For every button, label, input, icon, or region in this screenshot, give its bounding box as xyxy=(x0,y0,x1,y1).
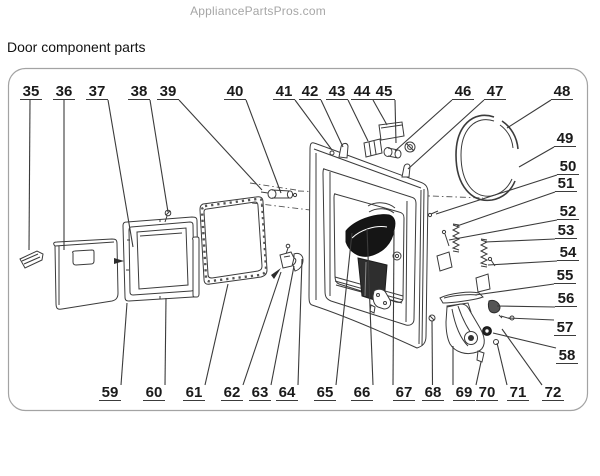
part-bracket-cluster-62-64 xyxy=(280,244,303,271)
callout-58 xyxy=(493,333,578,364)
callout-number-51: 51 xyxy=(557,175,575,192)
callout-48 xyxy=(507,83,573,128)
callout-36 xyxy=(53,83,75,250)
part-handle-35 xyxy=(20,251,43,268)
callout-35 xyxy=(20,83,42,250)
callout-number-43: 43 xyxy=(328,83,346,100)
callout-71 xyxy=(497,343,529,401)
callout-40 xyxy=(224,83,281,193)
callout-number-55: 55 xyxy=(556,267,574,284)
callout-number-42: 42 xyxy=(301,83,319,100)
callout-number-61: 61 xyxy=(185,384,203,401)
callout-70 xyxy=(476,362,498,401)
callout-number-60: 60 xyxy=(145,384,163,401)
callout-number-35: 35 xyxy=(22,83,40,100)
callout-56 xyxy=(497,290,577,307)
callout-number-67: 67 xyxy=(395,384,413,401)
part-outer-panel-36 xyxy=(54,239,118,309)
callout-number-39: 39 xyxy=(159,83,177,100)
callout-number-46: 46 xyxy=(454,83,472,100)
callout-number-37: 37 xyxy=(88,83,106,100)
callout-number-62: 62 xyxy=(223,384,241,401)
callout-63 xyxy=(249,266,294,401)
callout-number-45: 45 xyxy=(375,83,393,100)
part-pin-roller-39-40 xyxy=(261,190,297,199)
callout-number-69: 69 xyxy=(455,384,473,401)
callout-60 xyxy=(143,298,166,401)
callout-number-40: 40 xyxy=(226,83,244,100)
callout-38 xyxy=(128,83,168,212)
part-inner-frame-37 xyxy=(123,217,198,301)
part-window-gasket-61 xyxy=(200,197,267,285)
callout-number-63: 63 xyxy=(251,384,269,401)
callout-number-72: 72 xyxy=(544,384,562,401)
callout-number-65: 65 xyxy=(316,384,334,401)
callout-number-52: 52 xyxy=(559,203,577,220)
callout-number-57: 57 xyxy=(556,319,574,336)
callout-number-64: 64 xyxy=(278,384,296,401)
callout-number-44: 44 xyxy=(353,83,371,100)
callout-number-54: 54 xyxy=(559,244,577,261)
part-seal-strip-left xyxy=(193,237,199,297)
callout-number-70: 70 xyxy=(478,384,496,401)
callout-number-49: 49 xyxy=(556,130,574,147)
callout-number-71: 71 xyxy=(509,384,527,401)
callout-number-66: 66 xyxy=(353,384,371,401)
callout-61 xyxy=(183,284,228,401)
callout-number-56: 56 xyxy=(557,290,575,307)
callout-39 xyxy=(157,83,262,190)
callout-number-59: 59 xyxy=(101,384,119,401)
callout-number-48: 48 xyxy=(553,83,571,100)
part-door-seal-ring xyxy=(456,115,518,200)
callout-number-38: 38 xyxy=(130,83,148,100)
callout-number-58: 58 xyxy=(558,347,576,364)
callout-number-50: 50 xyxy=(559,158,577,175)
callout-number-36: 36 xyxy=(55,83,73,100)
parts-drawing xyxy=(20,115,518,362)
page-title: Door component parts xyxy=(7,39,146,55)
callout-59 xyxy=(99,303,127,401)
watermark-text: AppliancePartsPros.com xyxy=(190,4,326,18)
callout-64 xyxy=(276,259,302,401)
callout-69 xyxy=(453,346,475,401)
callout-54 xyxy=(488,244,579,265)
callout-number-68: 68 xyxy=(424,384,442,401)
callout-number-41: 41 xyxy=(275,83,293,100)
callout-number-53: 53 xyxy=(557,222,575,239)
callout-57 xyxy=(508,318,576,336)
callout-number-47: 47 xyxy=(486,83,504,100)
